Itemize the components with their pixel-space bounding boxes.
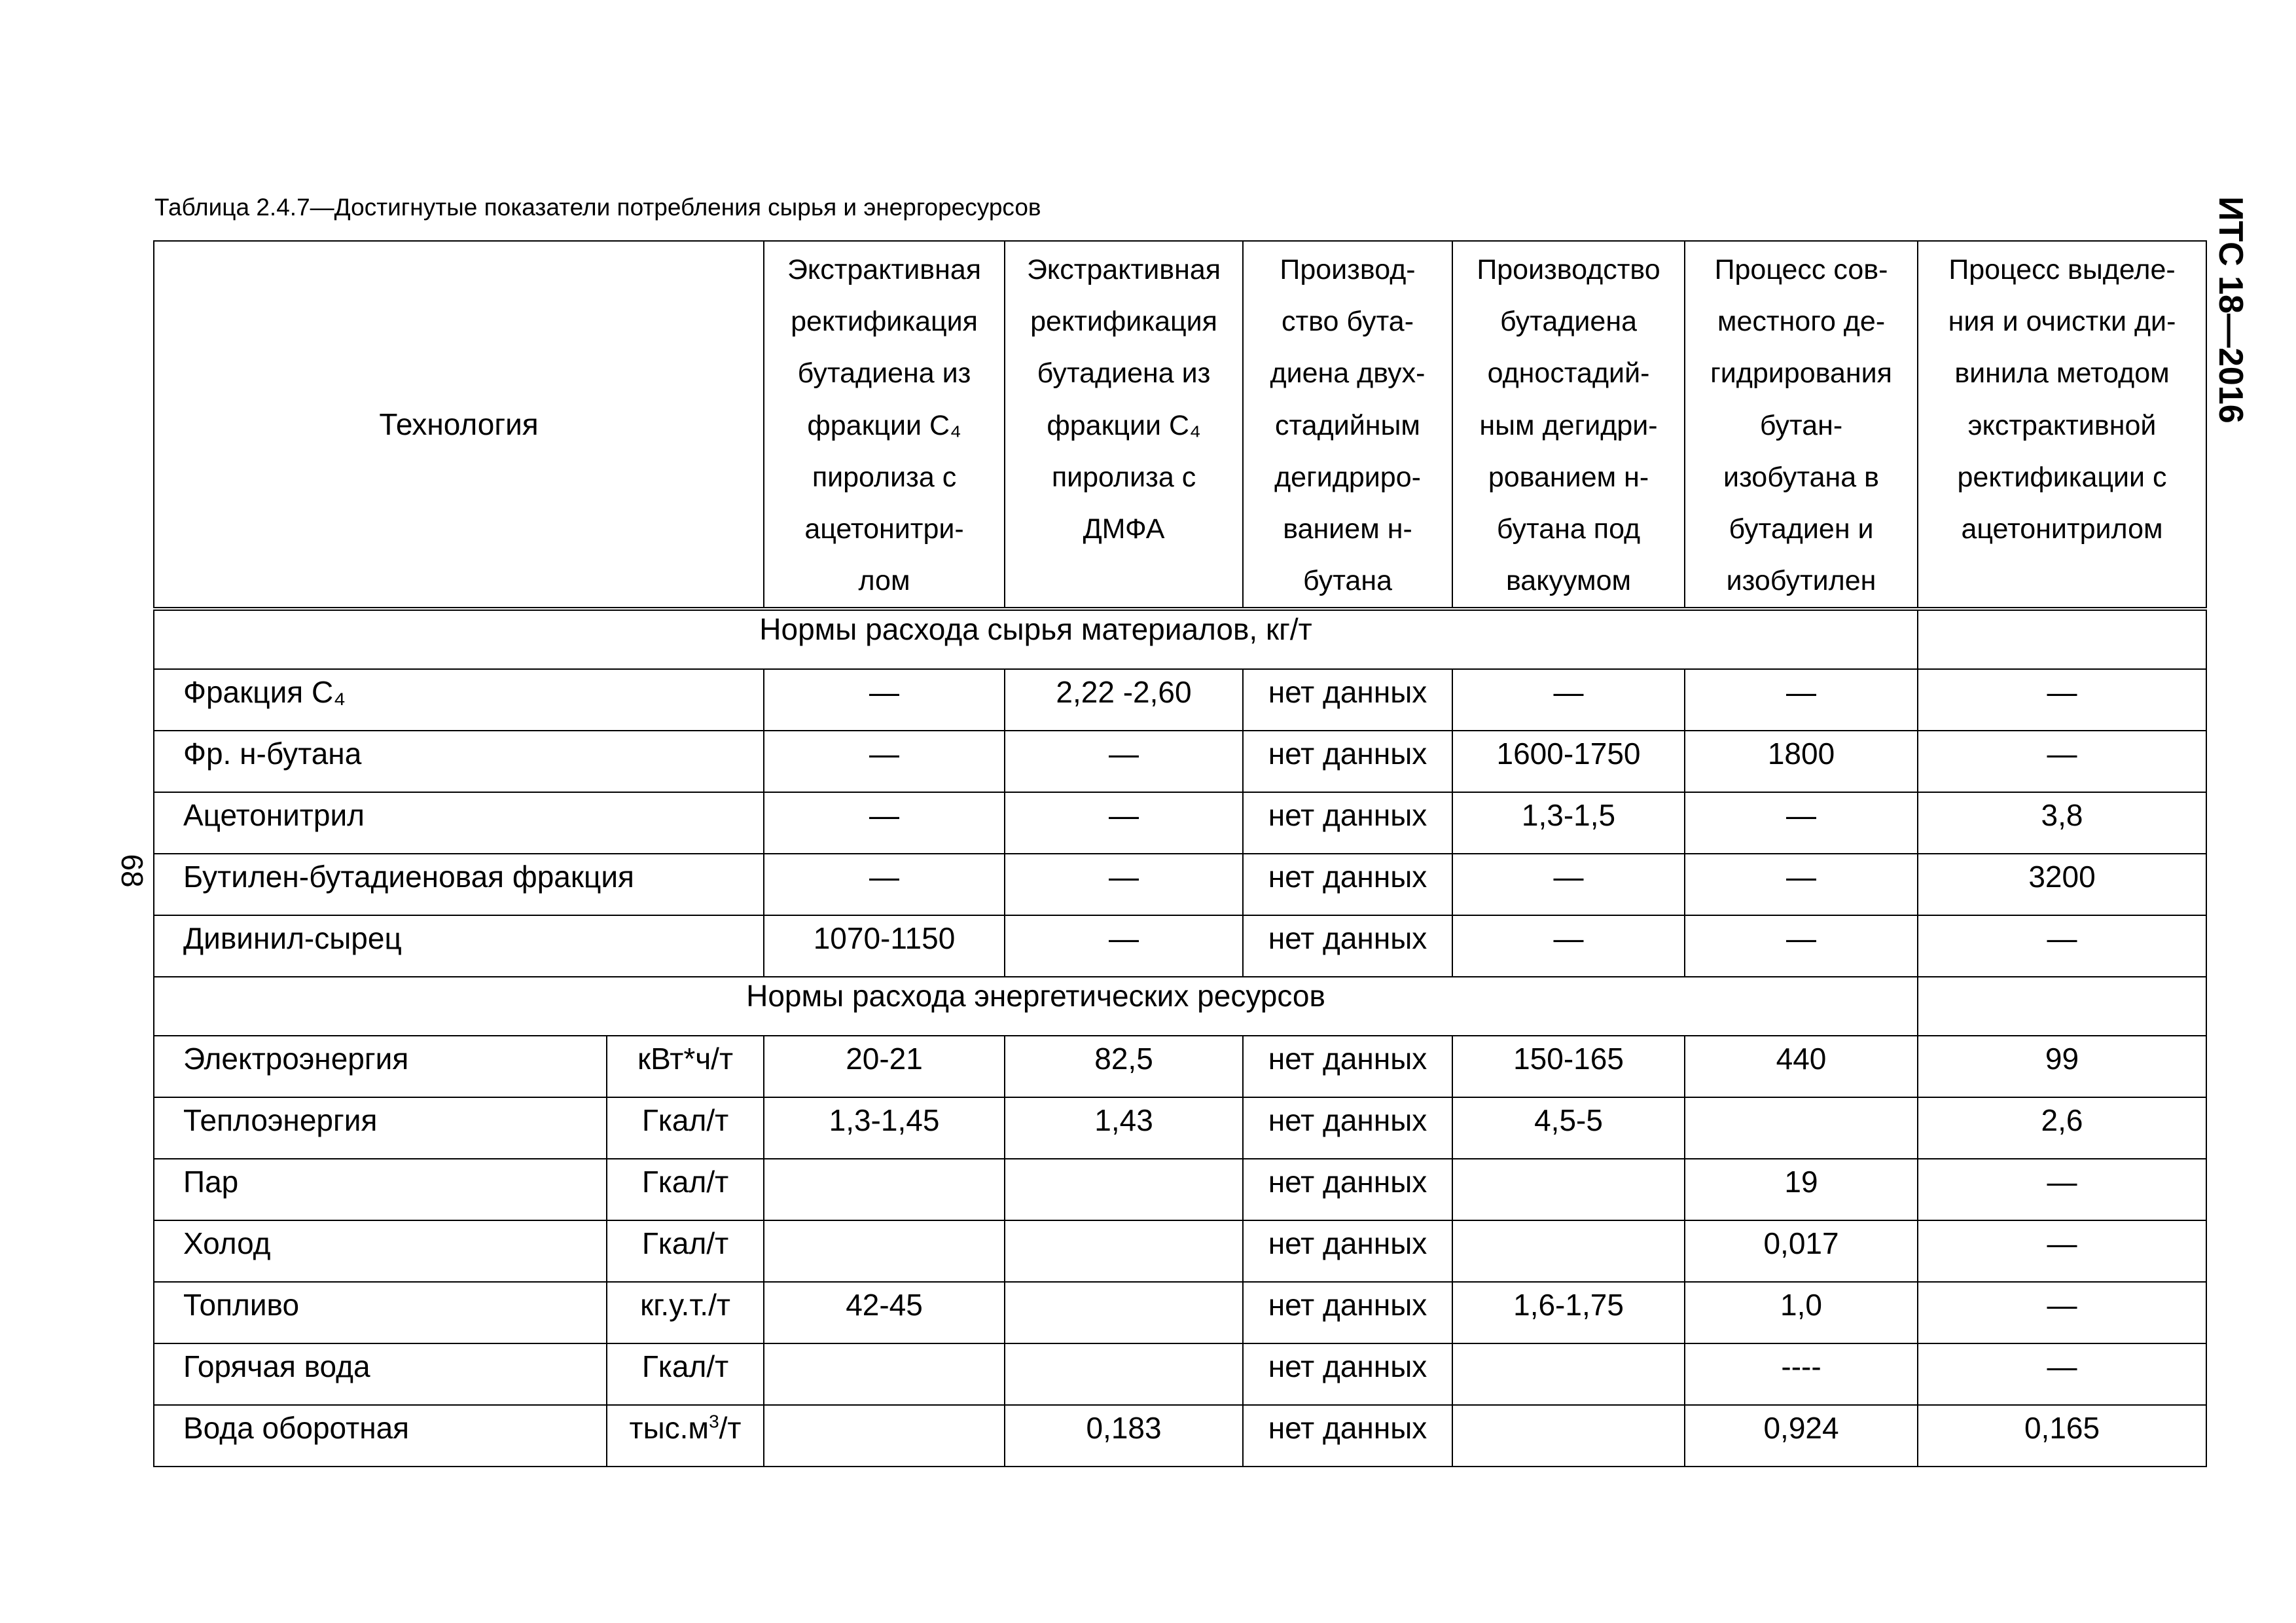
- table-row: [154, 1159, 2206, 1220]
- table-cell: [1005, 1220, 1243, 1282]
- table-cell: [1452, 1405, 1685, 1467]
- table-cell: 1,6-1,75: [1452, 1282, 1685, 1343]
- section-empty-cell: [1918, 609, 2206, 669]
- row-label: Вода оборотная: [154, 1405, 607, 1467]
- table-cell: —: [1918, 1220, 2206, 1282]
- row-label: Горячая вода: [154, 1343, 607, 1405]
- table-cell: нет данных: [1243, 1220, 1452, 1282]
- row-label: Топливо: [154, 1282, 607, 1343]
- section-empty-cell: [1918, 977, 2206, 1036]
- header-row: [154, 241, 2206, 609]
- unit-superscript: 3: [709, 1412, 719, 1432]
- table-cell: 0,017: [1685, 1220, 1918, 1282]
- table-cell: —: [1005, 915, 1243, 977]
- row-unit: кВт*ч/т: [607, 1036, 764, 1097]
- table-cell: ----: [1685, 1343, 1918, 1405]
- row-label: Теплоэнергия: [154, 1097, 607, 1159]
- table-cell: —: [1918, 1343, 2206, 1405]
- table-row: [154, 731, 2206, 792]
- row-label: Фр. н-бутана: [154, 731, 764, 792]
- header-column-1: Экстрактивная ректификация бутадиена из фракции С₄ пиролиза с ацетонитри- лом: [764, 241, 1005, 609]
- table-cell: 19: [1685, 1159, 1918, 1220]
- table-cell: нет данных: [1243, 1159, 1452, 1220]
- table-cell: [1452, 1159, 1685, 1220]
- table-cell: 440: [1685, 1036, 1918, 1097]
- section-title: Нормы расхода сырья материалов, кг/т: [154, 609, 1918, 669]
- consumption-table: [153, 240, 2207, 1467]
- page-number: 68: [115, 854, 149, 888]
- row-label: Ацетонитрил: [154, 792, 764, 854]
- table-cell: нет данных: [1243, 792, 1452, 854]
- table-cell: —: [764, 669, 1005, 731]
- table-cell: 3200: [1918, 854, 2206, 915]
- section-header-row: [154, 977, 2206, 1036]
- table-cell: [1005, 1343, 1243, 1405]
- table-cell: —: [1452, 854, 1685, 915]
- table-cell: нет данных: [1243, 1405, 1452, 1467]
- table-cell: 1,3-1,5: [1452, 792, 1685, 854]
- table-cell: [1452, 1220, 1685, 1282]
- row-label: Холод: [154, 1220, 607, 1282]
- table-cell: 1,43: [1005, 1097, 1243, 1159]
- header-column-4: Производство бутадиена одностадий- ным дегидри- рованием н- бутана под вакуумом: [1452, 241, 1685, 609]
- table-row: [154, 669, 2206, 731]
- table-cell: 150-165: [1452, 1036, 1685, 1097]
- table-cell: 82,5: [1005, 1036, 1243, 1097]
- table-cell: —: [1918, 731, 2206, 792]
- row-unit: Гкал/т: [607, 1159, 764, 1220]
- row-unit: Гкал/т: [607, 1097, 764, 1159]
- table-cell: нет данных: [1243, 1343, 1452, 1405]
- table-cell: —: [1005, 854, 1243, 915]
- row-unit: Гкал/т: [607, 1220, 764, 1282]
- table-cell: [1685, 1097, 1918, 1159]
- header-column-5: Процесс сов- местного де- гидрирования бутан- изобутана в бутадиен и изобутилен: [1685, 241, 1918, 609]
- table-row: [154, 1036, 2206, 1097]
- running-header: ИТС 18—2016: [2212, 196, 2250, 424]
- table-cell: —: [1685, 854, 1918, 915]
- row-unit: $тыс.м^3/т$: [607, 1405, 764, 1467]
- table-cell: 0,924: [1685, 1405, 1918, 1467]
- table-cell: —: [1685, 915, 1918, 977]
- table-cell: [764, 1220, 1005, 1282]
- table-cell: —: [1005, 792, 1243, 854]
- table-cell: [764, 1343, 1005, 1405]
- table-cell: —: [1918, 1282, 2206, 1343]
- table-cell: —: [1685, 669, 1918, 731]
- table-cell: 0,183: [1005, 1405, 1243, 1467]
- header-column-6: Процесс выделе- ния и очистки ди- винила методом экстрактивной ректификации с ацетонитрилом: [1918, 241, 2206, 609]
- table-cell: 2,22 -2,60: [1005, 669, 1243, 731]
- table-row: [154, 1282, 2206, 1343]
- section-header-row: [154, 609, 2206, 669]
- header-column-2: Экстрактивная ректификация бутадиена из фракции С₄ пиролиза с ДМФА: [1005, 241, 1243, 609]
- table-cell: нет данных: [1243, 731, 1452, 792]
- table-cell: [1005, 1282, 1243, 1343]
- table-cell: —: [764, 854, 1005, 915]
- table-cell: 3,8: [1918, 792, 2206, 854]
- table-caption: Таблица 2.4.7—Достигнутые показатели потребления сырья и энергоресурсов: [154, 194, 1041, 221]
- table-cell: —: [1452, 669, 1685, 731]
- table-cell: [764, 1405, 1005, 1467]
- table-cell: [1452, 1343, 1685, 1405]
- table-cell: нет данных: [1243, 1097, 1452, 1159]
- table-cell: нет данных: [1243, 669, 1452, 731]
- table-row: [154, 1343, 2206, 1405]
- table-cell: 1070-1150: [764, 915, 1005, 977]
- table-cell: —: [764, 792, 1005, 854]
- section-title: Нормы расхода энергетических ресурсов: [154, 977, 1918, 1036]
- header-technology: Технология: [154, 241, 764, 609]
- table-cell: нет данных: [1243, 854, 1452, 915]
- row-label: Пар: [154, 1159, 607, 1220]
- table-cell: нет данных: [1243, 915, 1452, 977]
- table-cell: —: [1918, 915, 2206, 977]
- table-cell: [1005, 1159, 1243, 1220]
- table-cell: 1600-1750: [1452, 731, 1685, 792]
- table-cell: 20-21: [764, 1036, 1005, 1097]
- table-cell: 42-45: [764, 1282, 1005, 1343]
- table-cell: 1,0: [1685, 1282, 1918, 1343]
- table-cell: 1,3-1,45: [764, 1097, 1005, 1159]
- table-cell: 4,5-5: [1452, 1097, 1685, 1159]
- table-cell: 2,6: [1918, 1097, 2206, 1159]
- table-row: [154, 1220, 2206, 1282]
- row-unit: Гкал/т: [607, 1343, 764, 1405]
- row-label: Бутилен-бутадиеновая фракция: [154, 854, 764, 915]
- table-cell: —: [1918, 669, 2206, 731]
- table-cell: —: [1685, 792, 1918, 854]
- unit-suffix: /т: [719, 1411, 742, 1446]
- header-column-3: Производ- ство бута- диена двух- стадийным дегидриро- ванием н- бутана: [1243, 241, 1452, 609]
- table-cell: —: [764, 731, 1005, 792]
- table-cell: 99: [1918, 1036, 2206, 1097]
- row-unit: кг.у.т./т: [607, 1282, 764, 1343]
- table-cell: 1800: [1685, 731, 1918, 792]
- table-cell: —: [1452, 915, 1685, 977]
- table-cell: 0,165: [1918, 1405, 2206, 1467]
- table-cell: [764, 1159, 1005, 1220]
- table-row: [154, 854, 2206, 915]
- table-row: [154, 1097, 2206, 1159]
- table-row: [154, 1405, 2206, 1467]
- row-label: Электроэнергия: [154, 1036, 607, 1097]
- table-cell: нет данных: [1243, 1036, 1452, 1097]
- table-cell: —: [1918, 1159, 2206, 1220]
- row-label: Фракция С₄: [154, 669, 764, 731]
- table-row: [154, 915, 2206, 977]
- table-row: [154, 792, 2206, 854]
- table-cell: нет данных: [1243, 1282, 1452, 1343]
- table-cell: —: [1005, 731, 1243, 792]
- row-label: Дивинил-сырец: [154, 915, 764, 977]
